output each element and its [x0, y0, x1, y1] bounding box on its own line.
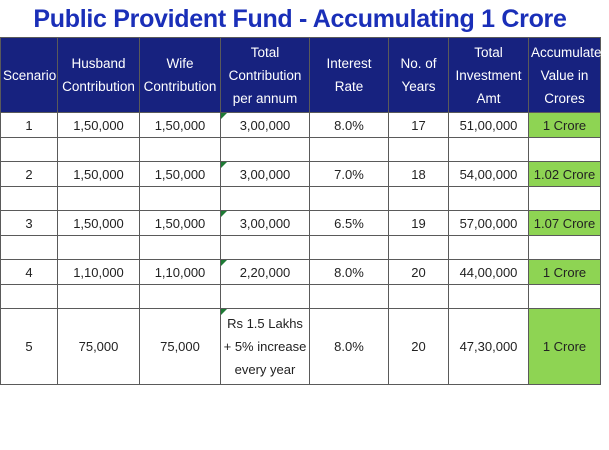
cell-rate: 6.5% [310, 211, 389, 236]
header-years: No. of Years [389, 38, 449, 113]
cell-husband: 1,50,000 [58, 211, 140, 236]
cell-accumulated: 1 Crore [529, 113, 601, 138]
cell-investment: 47,30,000 [449, 309, 529, 385]
header-total-contribution: Total Contribution per annum [221, 38, 310, 113]
cell-years: 19 [389, 211, 449, 236]
ppf-table [0, 37, 609, 385]
table-row [1, 260, 601, 285]
cell-scenario: 4 [1, 260, 58, 285]
cell-years: 18 [389, 162, 449, 187]
cell-investment: 51,00,000 [449, 113, 529, 138]
cell-husband: 1,50,000 [58, 113, 140, 138]
cell-years: 20 [389, 309, 449, 385]
header-interest-rate: Interest Rate [310, 38, 389, 113]
cell-husband: 1,50,000 [58, 162, 140, 187]
spacer-row [1, 236, 601, 260]
spacer-row [1, 138, 601, 162]
cell-total: Rs 1.5 Lakhs + 5% increase every year [221, 309, 310, 385]
cell-scenario: 5 [1, 309, 58, 385]
cell-accumulated: 1 Crore [529, 260, 601, 285]
table-row [1, 113, 601, 138]
cell-investment: 54,00,000 [449, 162, 529, 187]
cell-scenario: 2 [1, 162, 58, 187]
cell-total: 3,00,000 [221, 162, 310, 187]
header-scenario: Scenario [1, 38, 58, 113]
cell-husband: 1,10,000 [58, 260, 140, 285]
spacer-row [1, 187, 601, 211]
blank-area [0, 388, 600, 450]
cell-total: 2,20,000 [221, 260, 310, 285]
cell-wife: 1,50,000 [140, 162, 221, 187]
spacer-row [1, 285, 601, 309]
cell-rate: 8.0% [310, 113, 389, 138]
table-row [1, 309, 601, 385]
cell-rate: 8.0% [310, 309, 389, 385]
header-row [1, 38, 601, 113]
cell-investment: 57,00,000 [449, 211, 529, 236]
cell-investment: 44,00,000 [449, 260, 529, 285]
table-row [1, 211, 601, 236]
table-row [1, 162, 601, 187]
cell-husband: 75,000 [58, 309, 140, 385]
header-husband-contribution: Husband Contribution [58, 38, 140, 113]
cell-accumulated: 1.07 Crore [529, 211, 601, 236]
cell-scenario: 1 [1, 113, 58, 138]
cell-accumulated: 1.02 Crore [529, 162, 601, 187]
cell-accumulated: 1 Crore [529, 309, 601, 385]
cell-wife: 1,50,000 [140, 211, 221, 236]
cell-total: 3,00,000 [221, 211, 310, 236]
page-title: Public Provident Fund - Accumulating 1 Crore [33, 5, 567, 33]
header-wife-contribution: Wife Contribution [140, 38, 221, 113]
cell-wife: 1,10,000 [140, 260, 221, 285]
cell-scenario: 3 [1, 211, 58, 236]
header-accumulated-value: Accumulated Value in Crores [529, 38, 601, 113]
header-total-investment: Total Investment Amt [449, 38, 529, 113]
cell-rate: 8.0% [310, 260, 389, 285]
cell-rate: 7.0% [310, 162, 389, 187]
cell-years: 17 [389, 113, 449, 138]
cell-years: 20 [389, 260, 449, 285]
cell-wife: 75,000 [140, 309, 221, 385]
cell-total: 3,00,000 [221, 113, 310, 138]
cell-wife: 1,50,000 [140, 113, 221, 138]
